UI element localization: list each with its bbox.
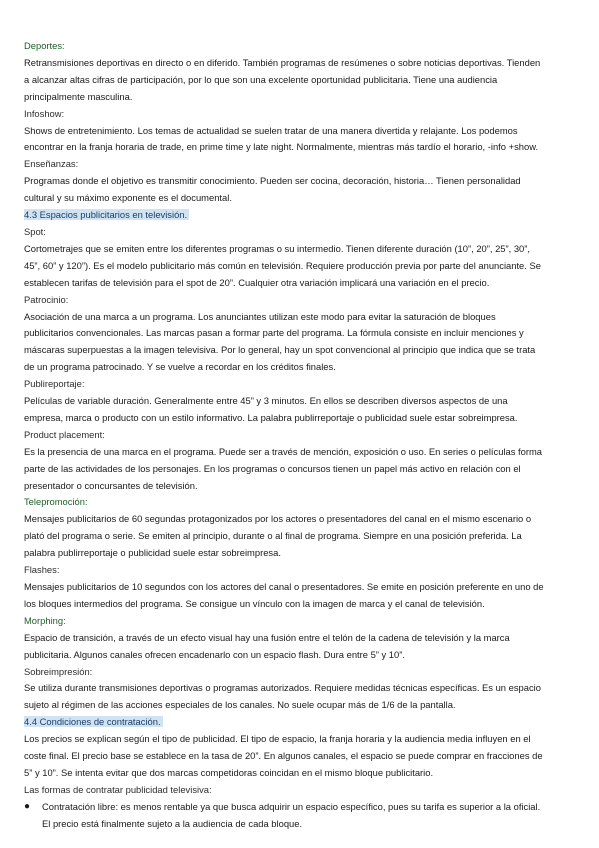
text-line: presentador o concursantes de televisión.: [24, 479, 198, 491]
bullet-icon: ●: [24, 800, 31, 812]
section-heading-4-4: 4.4 Condiciones de contratación.: [24, 716, 161, 728]
bullet-text: Contratación libre: es menos rentable ya que busca adquirir un espacio específico, pues su tarifa es superior a la oficial.: [42, 800, 541, 812]
text-line: máscaras superpuestas a la imagen televisiva. Por lo general, hay un spot convencional al principio que indica que se trata: [24, 344, 536, 356]
text-line: plató del programa o serie. Se emiten al principio, durante o al final de programa. Siempre en una posición preferida. La: [24, 530, 522, 542]
text-line: de un programa patrocinado. Y se vuelve a recordar en los créditos finales.: [24, 361, 336, 373]
text-line: cultural y su máximo exponente es el documental.: [24, 192, 232, 204]
heading-spot: Spot:: [24, 225, 46, 237]
text-line: palabra publirreportaje o publicidad suele estar sobreimpresa.: [24, 547, 281, 559]
text-line: Se utiliza durante transmisiones deportivas o programas autorizados. Requiere medidas técnicas específicas. Es un espacio: [24, 682, 541, 694]
text-line: Películas de variable duración. Generalmente entre 45” y 3 minutos. En ellos se describen diversos aspectos de una: [24, 395, 508, 407]
text-line: sujeto al régimen de las acciones especiales de los canales. No suele ocupar más de 1/6 de la pantalla.: [24, 699, 456, 711]
text-line: 5” y 10”. Se intenta evitar que dos marcas competidoras coincidan en el mismo bloque publicitario.: [24, 766, 434, 778]
text-line: publicitaria. Algunos canales ofrecen encadenarlo con un espacio flash. Dura entre 5” y 10”.: [24, 648, 405, 660]
heading-morphing: Morphing:: [24, 614, 66, 626]
text-line: Es la presencia de una marca en el programa. Puede ser a través de mención, exposición o uso. En series o películas forma: [24, 445, 542, 457]
text-line: Shows de entretenimiento. Los temas de actualidad se suelen tratar de una manera divertida y relajante. Los podemos: [24, 124, 518, 136]
text-line: coste final. El precio base se establece en la tasa de 20”. En algunos canales, el espacio se puede comprar en fracciones de: [24, 750, 543, 762]
heading-ensenanzas: Enseñanzas:: [24, 158, 79, 170]
bullet-item: [24, 799, 561, 816]
heading-deportes: Deportes:: [24, 40, 65, 51]
heading-sobreimpresion: Sobreimpresión:: [24, 665, 93, 677]
text-line: Mensajes publicitarios de 60 segundas protagonizados por los actores o presentadores del canal en el mismo escenario o: [24, 513, 532, 525]
text-line: establecen tarifas de televisión para el spot de 20”. Cualquier otra variación implicará una variación en el precio.: [24, 276, 490, 288]
text-line: Cortometrajes que se emiten entre los diferentes programas o su intermedio. Tienen diferente duración (10”, 20”, 25”, 30”,: [24, 242, 530, 254]
heading-product-placement: Product placement:: [24, 428, 105, 440]
heading-flashes: Flashes:: [24, 564, 60, 576]
text-line: principalmente masculina.: [24, 90, 133, 102]
text-line: Asociación de una marca a un programa. Los anunciantes utilizan este modo para evitar la saturación de bloques: [24, 310, 496, 322]
text-line: 45”, 60” y 120”). Es el modelo publicitario más común en televisión. Requiere producción previa por parte del anunciante. Se: [24, 259, 541, 271]
section-heading-4-3: 4.3 Espacios publicitarios en televisión.: [24, 209, 188, 221]
heading-infoshow: Infoshow:: [24, 107, 65, 119]
text-line: los bloques intermedios del programa. Se consigue un vínculo con la imagen de marca y el canal de televisión.: [24, 597, 485, 609]
text-line: publicitarios convencionales. Las marcas pasan a formar parte del programa. La fórmula consiste en incluir menciones y: [24, 327, 524, 339]
text-line: Mensajes publicitarios de 10 segundos con los actores del canal o presentadores. Se emite en posición preferente en uno de: [24, 581, 544, 592]
heading-formas-contratar: Las formas de contratar publicidad televisiva:: [24, 783, 212, 795]
heading-publireportaje: Publireportaje:: [24, 378, 85, 390]
text-line: empresa, marca o producto con un estilo informativo. La palabra publirreportaje o publicidad suele estar sobreimpresa.: [24, 411, 518, 423]
text-line: encontrar en la franja horaria de trade, en prime time y late night. Normalmente, mientras más tardío el horario, -info +show.: [24, 141, 539, 153]
text-line: a alcanzar altas cifras de participación, por lo que son una excelente oportunidad publicitaria. Tiene una audiencia: [24, 73, 498, 85]
text-line: Programas donde el objetivo es transmitir conocimiento. Pueden ser cocina, decoración, historia… Tienen personalidad: [24, 175, 521, 187]
text-line: Los precios se explican según el tipo de publicidad. El tipo de espacio, la franja horaria y la audiencia media influyen en el: [24, 733, 531, 745]
text-line: parte de las actividades de los personajes. En los programas o concursos tienen un papel más activo en relación con el: [24, 462, 521, 474]
text-line: El precio está finalmente sujeto a la audiencia de cada bloque.: [42, 817, 303, 829]
text-line: Retransmisiones deportivas en directo o en diferido. También programas de resúmenes o sobre noticias deportivas. Tienden: [24, 56, 541, 68]
heading-telepromocion: Telepromoción:: [24, 496, 88, 508]
text-line: Espacio de transición, a través de un efecto visual hay una fusión entre el telón de la cadena de televisión y la marca: [24, 631, 510, 643]
heading-patrocinio: Patrocinio:: [24, 293, 69, 305]
